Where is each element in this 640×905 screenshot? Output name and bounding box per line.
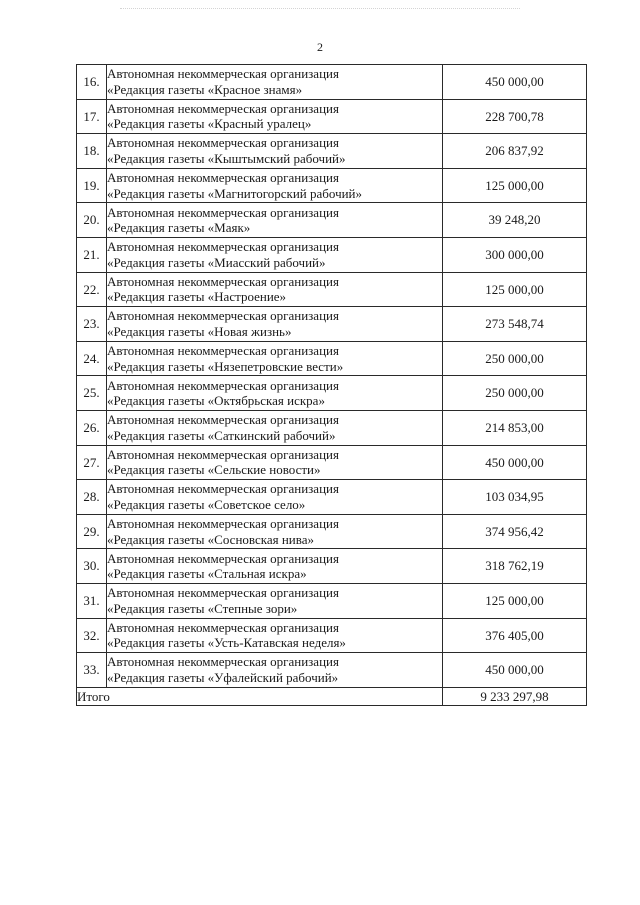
row-number: 16. bbox=[77, 65, 107, 100]
row-number: 21. bbox=[77, 237, 107, 272]
grant-amount: 206 837,92 bbox=[443, 134, 587, 169]
organization-name-line2: «Редакция газеты «Сосновская нива» bbox=[107, 531, 314, 547]
organization-name bbox=[107, 445, 443, 480]
organization-name bbox=[107, 99, 443, 134]
organization-name bbox=[107, 480, 443, 515]
grant-amount: 376 405,00 bbox=[443, 618, 587, 653]
organization-name-line1: Автономная некоммерческая организация bbox=[107, 619, 339, 635]
grant-amount: 318 762,19 bbox=[443, 549, 587, 584]
scan-artifact bbox=[120, 8, 520, 11]
organization-name-line1: Автономная некоммерческая организация bbox=[107, 273, 339, 289]
grant-amount: 228 700,78 bbox=[443, 99, 587, 134]
table-row bbox=[77, 480, 587, 515]
organization-name-line2: «Редакция газеты «Советское село» bbox=[107, 496, 306, 512]
row-number: 31. bbox=[77, 583, 107, 618]
organization-name-line1: Автономная некоммерческая организация bbox=[107, 377, 339, 393]
organization-name-line2: «Редакция газеты «Маяк» bbox=[107, 220, 251, 236]
table-row bbox=[77, 376, 587, 411]
table-row bbox=[77, 514, 587, 549]
organization-name-line2: «Редакция газеты «Миасский рабочий» bbox=[107, 254, 326, 270]
organization-name-line1: Автономная некоммерческая организация bbox=[107, 446, 339, 462]
organization-name-line1: Автономная некоммерческая организация bbox=[107, 100, 339, 116]
row-number: 26. bbox=[77, 410, 107, 445]
total-row bbox=[77, 687, 587, 705]
grant-amount: 125 000,00 bbox=[443, 272, 587, 307]
table-row bbox=[77, 237, 587, 272]
row-number: 28. bbox=[77, 480, 107, 515]
organization-name-line2: «Редакция газеты «Красное знамя» bbox=[107, 81, 303, 97]
grant-amount: 273 548,74 bbox=[443, 307, 587, 342]
row-number: 33. bbox=[77, 653, 107, 688]
organization-name-line1: Автономная некоммерческая организация bbox=[107, 550, 339, 566]
table-row bbox=[77, 341, 587, 376]
table-row bbox=[77, 549, 587, 584]
grant-amount: 214 853,00 bbox=[443, 410, 587, 445]
grant-amount: 103 034,95 bbox=[443, 480, 587, 515]
grant-amount: 125 000,00 bbox=[443, 168, 587, 203]
organization-name-line2: «Редакция газеты «Саткинский рабочий» bbox=[107, 427, 336, 443]
organization-name-line1: Автономная некоммерческая организация bbox=[107, 481, 339, 497]
organization-name bbox=[107, 653, 443, 688]
organization-name-line1: Автономная некоммерческая организация bbox=[107, 204, 339, 220]
organization-name-line2: «Редакция газеты «Стальная искра» bbox=[107, 566, 307, 582]
organization-name bbox=[107, 237, 443, 272]
organization-name-line2: «Редакция газеты «Настроение» bbox=[107, 289, 287, 305]
grant-amount: 450 000,00 bbox=[443, 65, 587, 100]
organization-name bbox=[107, 168, 443, 203]
table-row bbox=[77, 168, 587, 203]
row-number: 19. bbox=[77, 168, 107, 203]
row-number: 17. bbox=[77, 99, 107, 134]
organization-name bbox=[107, 341, 443, 376]
table-row bbox=[77, 203, 587, 238]
grant-amount: 450 000,00 bbox=[443, 445, 587, 480]
organization-name-line1: Автономная некоммерческая организация bbox=[107, 239, 339, 255]
table-row bbox=[77, 445, 587, 480]
organization-name-line1: Автономная некоммерческая организация bbox=[107, 412, 339, 428]
grant-amount: 125 000,00 bbox=[443, 583, 587, 618]
grant-amount: 250 000,00 bbox=[443, 376, 587, 411]
grants-table bbox=[76, 64, 587, 706]
row-number: 29. bbox=[77, 514, 107, 549]
table-row bbox=[77, 653, 587, 688]
grants-table-body bbox=[77, 65, 587, 706]
organization-name bbox=[107, 203, 443, 238]
row-number: 20. bbox=[77, 203, 107, 238]
grant-amount: 39 248,20 bbox=[443, 203, 587, 238]
organization-name-line2: «Редакция газеты «Красный уралец» bbox=[107, 116, 312, 132]
row-number: 23. bbox=[77, 307, 107, 342]
organization-name-line1: Автономная некоммерческая организация bbox=[107, 585, 339, 601]
organization-name bbox=[107, 134, 443, 169]
organization-name-line1: Автономная некоммерческая организация bbox=[107, 170, 339, 186]
grant-amount: 250 000,00 bbox=[443, 341, 587, 376]
organization-name-line1: Автономная некоммерческая организация bbox=[107, 66, 339, 82]
total-label: Итого bbox=[77, 687, 443, 705]
organization-name bbox=[107, 376, 443, 411]
row-number: 22. bbox=[77, 272, 107, 307]
table-row bbox=[77, 65, 587, 100]
table-row bbox=[77, 583, 587, 618]
organization-name-line2: «Редакция газеты «Нязепетровские вести» bbox=[107, 358, 344, 374]
organization-name bbox=[107, 514, 443, 549]
table-row bbox=[77, 618, 587, 653]
row-number: 18. bbox=[77, 134, 107, 169]
organization-name-line1: Автономная некоммерческая организация bbox=[107, 308, 339, 324]
row-number: 24. bbox=[77, 341, 107, 376]
organization-name bbox=[107, 272, 443, 307]
organization-name-line1: Автономная некоммерческая организация bbox=[107, 516, 339, 532]
organization-name-line2: «Редакция газеты «Степные зори» bbox=[107, 600, 298, 616]
total-amount: 9 233 297,98 bbox=[443, 687, 587, 705]
table-row bbox=[77, 134, 587, 169]
organization-name-line2: «Редакция газеты «Октябрьская искра» bbox=[107, 393, 325, 409]
row-number: 27. bbox=[77, 445, 107, 480]
organization-name bbox=[107, 618, 443, 653]
organization-name bbox=[107, 65, 443, 100]
organization-name-line1: Автономная некоммерческая организация bbox=[107, 654, 339, 670]
organization-name bbox=[107, 583, 443, 618]
organization-name-line2: «Редакция газеты «Новая жизнь» bbox=[107, 323, 292, 339]
table-row bbox=[77, 99, 587, 134]
row-number: 32. bbox=[77, 618, 107, 653]
organization-name-line2: «Редакция газеты «Усть-Катавская неделя» bbox=[107, 635, 346, 651]
row-number: 30. bbox=[77, 549, 107, 584]
organization-name bbox=[107, 549, 443, 584]
table-row bbox=[77, 272, 587, 307]
organization-name-line1: Автономная некоммерческая организация bbox=[107, 135, 339, 151]
organization-name-line1: Автономная некоммерческая организация bbox=[107, 343, 339, 359]
organization-name-line2: «Редакция газеты «Кыштымский рабочий» bbox=[107, 150, 346, 166]
organization-name-line2: «Редакция газеты «Уфалейский рабочий» bbox=[107, 669, 339, 685]
grant-amount: 450 000,00 bbox=[443, 653, 587, 688]
organization-name bbox=[107, 410, 443, 445]
row-number: 25. bbox=[77, 376, 107, 411]
organization-name bbox=[107, 307, 443, 342]
page-number: 2 bbox=[317, 40, 323, 54]
organization-name-line2: «Редакция газеты «Магнитогорский рабочий» bbox=[107, 185, 363, 201]
organization-name-line2: «Редакция газеты «Сельские новости» bbox=[107, 462, 321, 478]
grant-amount: 374 956,42 bbox=[443, 514, 587, 549]
table-row bbox=[77, 410, 587, 445]
table-row bbox=[77, 307, 587, 342]
grant-amount: 300 000,00 bbox=[443, 237, 587, 272]
